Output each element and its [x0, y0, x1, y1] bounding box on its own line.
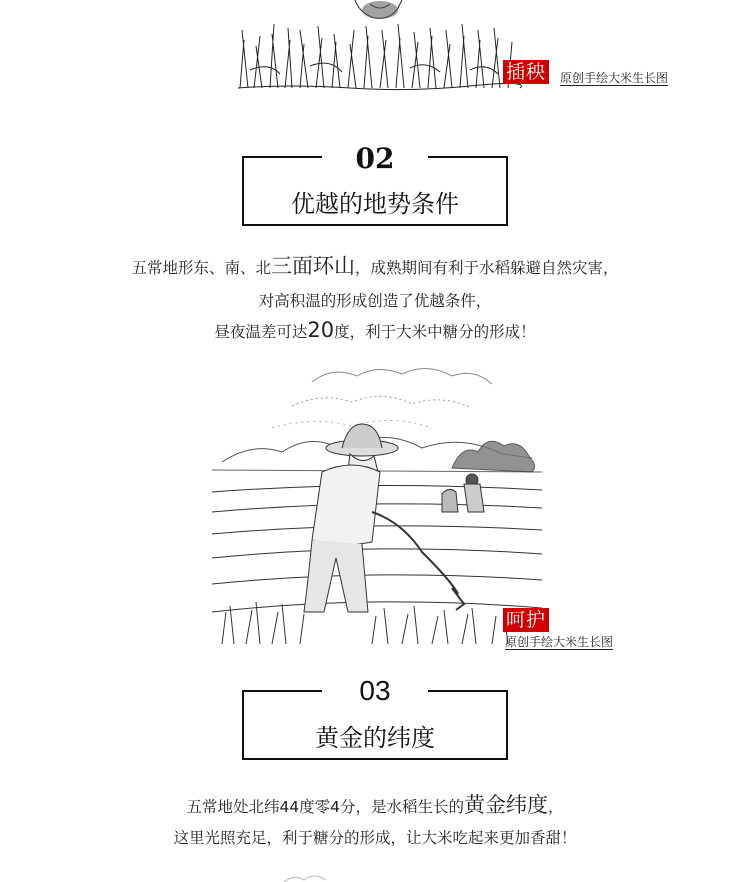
section-2-line-2: 对高积温的形成创造了优越条件， — [258, 292, 492, 310]
section-2-line-3: 昼夜温差可达20度，利于大米中糖分的形成！ — [214, 318, 536, 342]
caption-illustration-1: 原创手绘大米生长图 — [560, 71, 669, 85]
section-2-title: 优越的地势条件 — [291, 190, 459, 218]
section-3-line-1: 五常地处北纬44度零4分，是水稻生长的黄金纬度， — [186, 793, 564, 817]
caption-illustration-2: 原创手绘大米生长图 — [505, 635, 614, 649]
tag-tending: 呵护 — [503, 608, 549, 632]
section-2-line-1: 五常地形东、南、北三面环山，成熟期间有利于水稻躲避自然灾害， — [131, 254, 619, 278]
illustration-rice-planting — [230, 0, 530, 92]
tag-planting: 插秧 — [503, 60, 549, 84]
section-3-title: 黄金的纬度 — [315, 724, 435, 752]
section-2-number: 02 — [322, 142, 428, 176]
highlight-latitude: 黄金纬度 — [464, 793, 549, 817]
highlight-mountains: 三面环山 — [271, 254, 355, 278]
section-3-line-2: 这里光照充足，利于糖分的形成，让大米吃起来更加香甜！ — [173, 829, 577, 847]
highlight-temperature: 20 — [307, 318, 335, 342]
section-3-number: 03 — [322, 674, 428, 708]
section-3-header — [242, 674, 508, 760]
section-2-header — [242, 142, 508, 226]
next-illustration-fragment — [280, 872, 340, 882]
illustration-rice-tending — [212, 362, 542, 644]
